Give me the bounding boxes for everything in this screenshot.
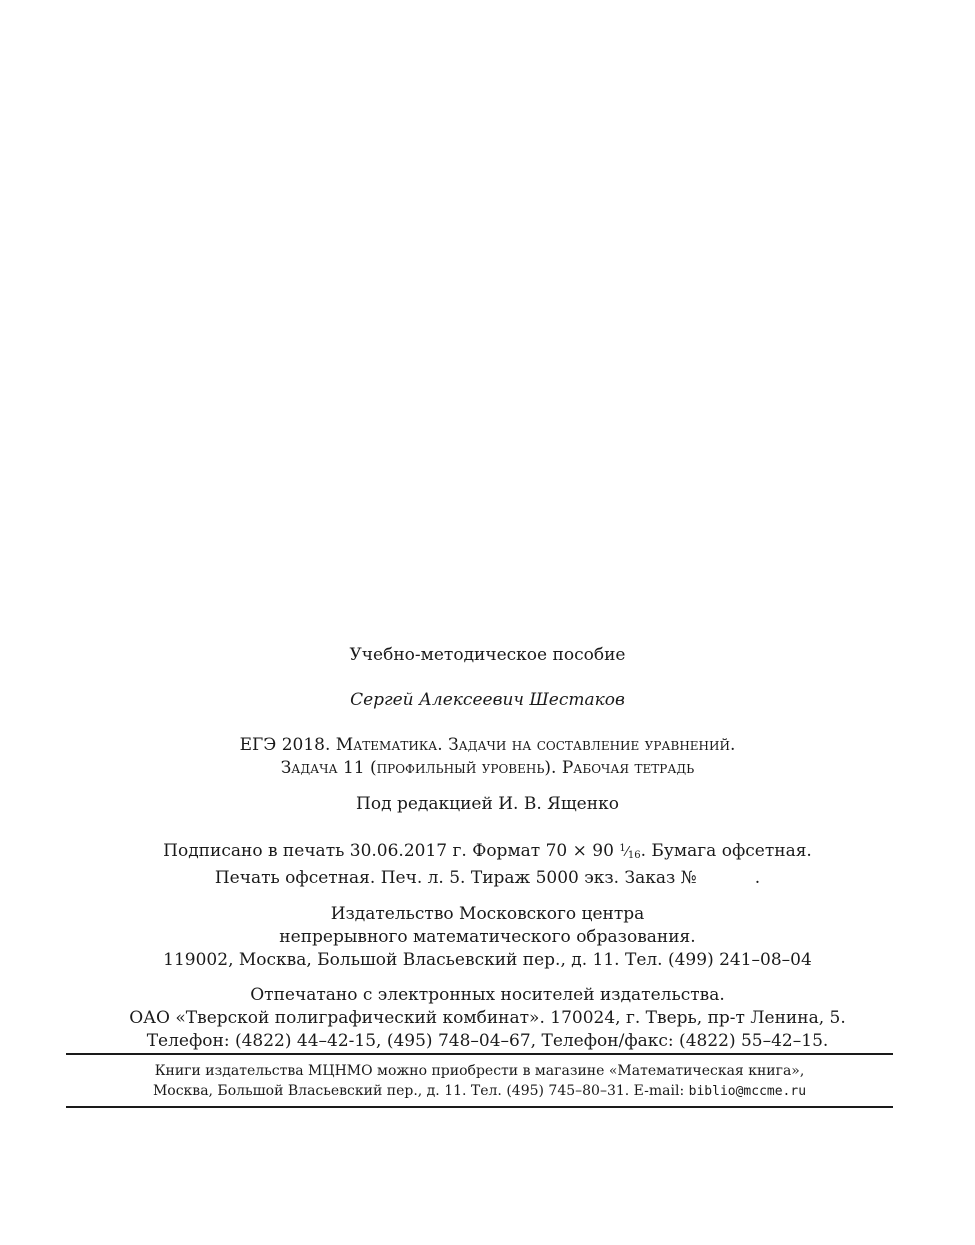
bookshop-notice	[66, 1053, 893, 1108]
book-title-line-2: Задача 11 (профильный уровень). Рабочая тетрадь	[280, 758, 695, 778]
print-spec-line-2	[0, 867, 975, 890]
publisher-address: 119002, Москва, Большой Власьевский пер., д. 11. Тел. (499) 241–08–04	[163, 950, 812, 970]
book-title-line-1: ЕГЭ 2018. Математика. Задачи на составление уравнений.	[239, 735, 736, 755]
bookshop-address: Москва, Большой Власьевский пер., д. 11. Тел. (495) 745–80–31. E-mail:	[152, 1083, 689, 1099]
print-spec-line-1	[0, 837, 975, 867]
author-name: Сергей Алексеевич Шестаков	[350, 690, 625, 710]
bookshop-line-1: Книги издательства МЦНМО можно приобрести в магазине «Математическая книга»,	[154, 1063, 805, 1079]
bookshop-email: biblio@mccme.ru	[688, 1084, 807, 1099]
print-spec-line-2-prefix: Печать офсетная. Печ. л. 5. Тираж 5000 экз. Заказ №	[214, 868, 697, 888]
printer-line-1: Отпечатано с электронных носителей издательства.	[250, 985, 725, 1005]
bookshop-line-2	[66, 1081, 893, 1102]
genre-label: Учебно-методическое пособие	[349, 645, 626, 665]
printer-info	[0, 984, 975, 1053]
book-title	[0, 734, 975, 780]
format-fraction-denominator: 16	[627, 850, 641, 861]
print-spec-line-2-suffix: .	[754, 868, 761, 888]
format-fraction-numerator: 1	[619, 843, 626, 854]
publisher-info	[0, 903, 975, 972]
format-fraction: $^1⁄_{16}$	[619, 843, 641, 861]
publisher-line-1: Издательство Московского центра	[330, 904, 645, 924]
imprint-block	[0, 644, 975, 1053]
printer-phones: Телефон: (4822) 44–42-15, (495) 748–04–67, Телефон/факс: (4822) 55–42–15.	[146, 1031, 829, 1051]
print-spec-line-1-suffix: . Бумага офсетная.	[640, 841, 812, 861]
editor-credit: Под редакцией И. В. Ященко	[356, 794, 619, 814]
print-spec-line-1-prefix: Подписано в печать 30.06.2017 г. Формат 70 × 90	[163, 841, 620, 861]
publisher-line-2: непрерывного математического образования.	[279, 927, 696, 947]
print-specifications	[0, 837, 975, 890]
printer-line-2: ОАО «Тверской полиграфический комбинат». 170024, г. Тверь, пр-т Ленина, 5.	[129, 1008, 846, 1028]
